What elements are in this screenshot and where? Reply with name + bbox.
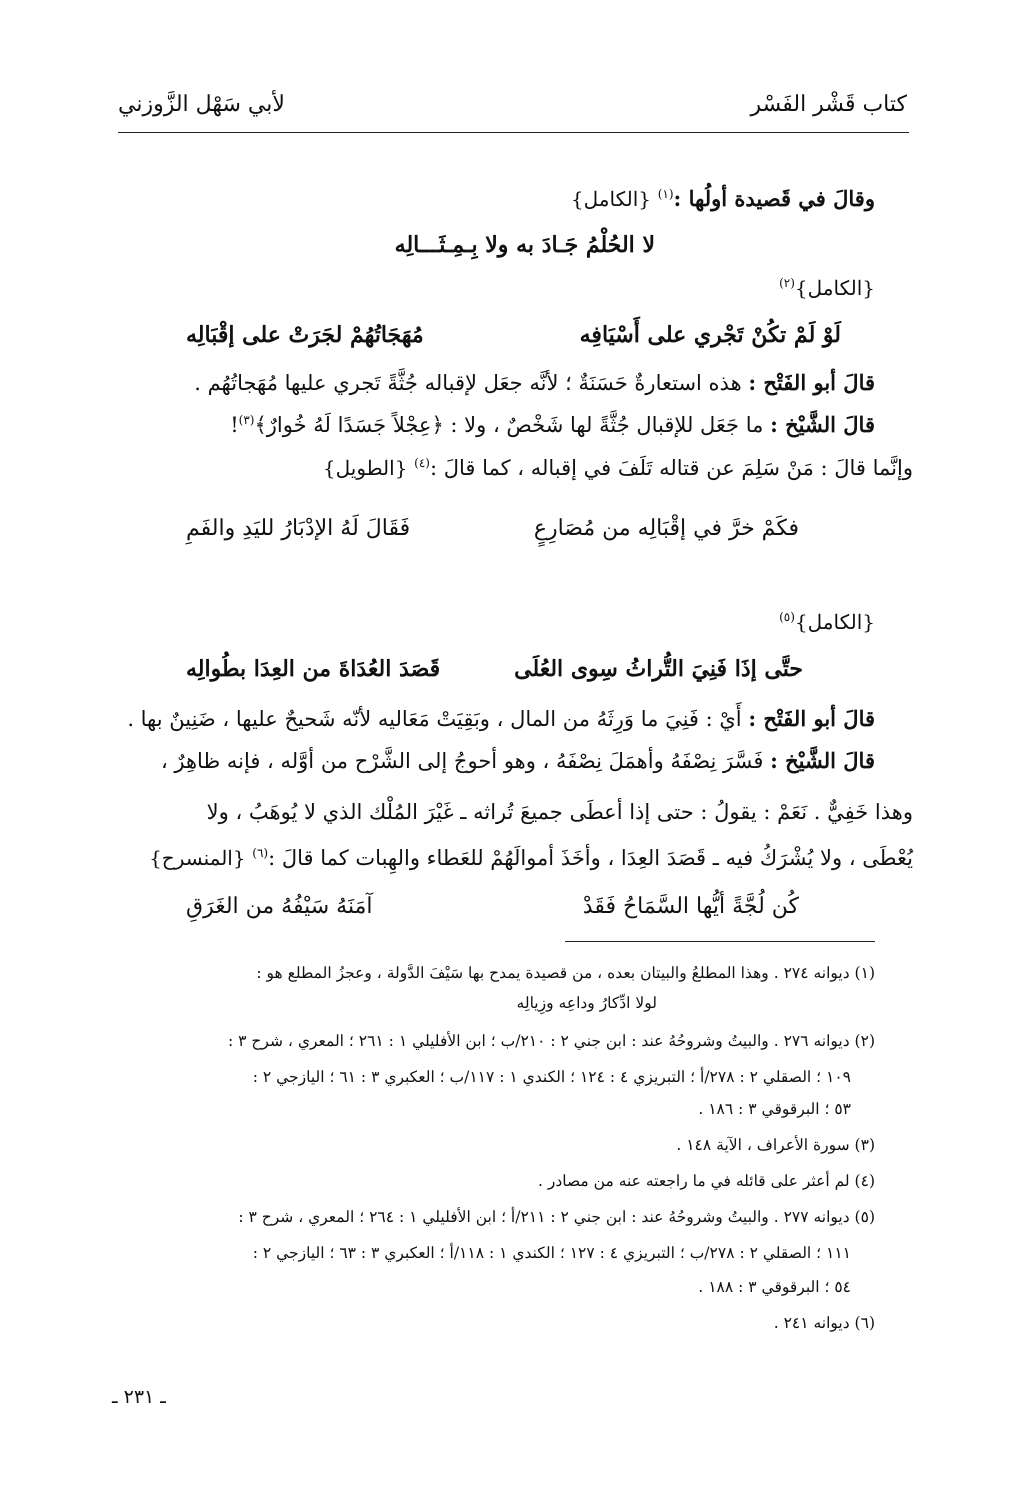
speaker-abu-al-fath: قالَ أبو الفَتْح : (748, 370, 875, 395)
speaker-abu-al-fath: قالَ أبو الفَتْح : (748, 706, 875, 731)
commentary-line (118, 846, 913, 870)
verse-1-first-hemistich: لَوْ لَمْ تكُنْ تَجْري على أَسْيَافِه (579, 322, 841, 348)
meter-line (118, 610, 875, 634)
commentary-text: ما جَعَل للإقبال جُثَّةً لها شَخْصٌ ، ولا : ﴿عِجْلاً جَسَدًا لَهُ خُوارٌ﴾ (254, 413, 764, 437)
footnote-5: (٥) ديوانه ٢٧٧ . والبيتُ وشروحُهُ عند : ابن جني ٢ : ٢١١/أ ؛ ابن الأفليلي ١ : ٢٦٤ ؛ المعري ، شرح ٣ : (238, 1208, 875, 1226)
speaker-sheikh: قالَ الشَّيْخ : (770, 748, 875, 773)
commentary-end: ! (230, 413, 239, 437)
commentary-text: فَسَّرَ نِصْفَهُ وأهمَلَ نِصْفَهُ ، وهو أحوجُ إلى الشَّرْح من أوَّله ، فإنه ظاهِرٌ ، (160, 749, 764, 773)
footnote-3: (٣) سورة الأعراف ، الآية ١٤٨ . (676, 1136, 875, 1154)
footnote-ref: (٣) (238, 413, 255, 427)
page-number: ـ ٢٣١ ـ (112, 1386, 166, 1408)
footnote-1: (١) ديوانه ٢٧٤ . وهذا المطلعُ والبيتان بعده ، من قصيدة يمدح بها سَيْفَ الدَّولة ، وعجزُ المطلع هو : (256, 964, 875, 982)
meter-label: {الكامل} (794, 276, 875, 300)
intro-line (118, 186, 875, 211)
footnote-6: (٦) ديوانه ٢٤١ . (773, 1314, 875, 1332)
footnote-4: (٤) لم أعثر على قائله في ما راجعته عنه من مصادر . (538, 1172, 875, 1190)
commentary-line (118, 748, 875, 773)
meter-label: {الطويل} (322, 456, 408, 480)
meter-label: {الكامل} (570, 187, 652, 211)
verse-1-second-hemistich: مُهَجَاتُهُمْ لجَرَتْ على إقْبَالِه (186, 322, 424, 348)
commentary-text: وإنَّما قالَ : مَنْ سَلِمَ عن قتاله تَلَفَ في إقباله ، كما قالَ : (429, 456, 913, 480)
commentary-text: أَيْ : فَنِيَ ما وَرِثَهُ من المال ، وبَقِيَتْ مَعَاليه لأنّه شَحيحٌ عليها ، ضَنِينٌ بها . (127, 707, 742, 731)
running-title-book: كتاب قَشْر الفَسْر (750, 92, 907, 117)
verse-2-first-hemistich: فكَمْ خرَّ في إقْبَالِه من مُصَارِعٍ (533, 516, 799, 541)
commentary-line (118, 370, 875, 395)
commentary-line (118, 456, 913, 480)
commentary-line (118, 706, 875, 731)
footnote-2-continuation: ١٠٩ ؛ الصقلي ٢ : ٢٧٨/أ ؛ التبريزي ٤ : ١٢٤ ؛ الكندي ١ : ١١٧/ب ؛ العكبري ٣ : ٦١ ؛ اليازجي ٢ : (252, 1068, 851, 1086)
footnote-5-continuation: ١١١ ؛ الصقلي ٢ : ٢٧٨/ب ؛ التبريزي ٤ : ١٢٧ ؛ الكندي ١ : ١١٨/أ ؛ العكبري ٣ : ٦٣ ؛ اليازجي ٢ : (252, 1244, 851, 1262)
meter-line (118, 276, 875, 300)
speaker-sheikh: قالَ الشَّيْخ : (770, 412, 875, 437)
verse-3-second-hemistich: قَصَدَ العُدَاةَ من العِدَا بطُوالِه (186, 656, 441, 682)
footnote-ref: (٤) (414, 456, 430, 470)
verse-4-first-hemistich: كُن لُجَّةً أيُّها السَّمَاحُ فَقَدْ (582, 894, 799, 919)
commentary-text: يُعْطَى ، ولا يُشْرَكُ فيه ـ قَصَدَ العِدَا ، وأخَذَ أموالَهُمْ للعَطاء والهِبات كما قالَ : (268, 846, 913, 870)
verse-3-first-hemistich: حتَّى إذَا فَنِيَ التُّراثُ سِوى العُلَى (514, 656, 803, 682)
commentary-text: هذه استعارةٌ حَسَنَةٌ ؛ لأنَّه جعَل لإقباله جُثَّةً تَجري عليها مُهَجاتُهُم . (194, 371, 742, 395)
verse-4-second-hemistich: آمَنَهُ سَيْفُهُ من الغَرَقِ (186, 894, 373, 919)
meter-label: {الكامل} (794, 610, 875, 634)
commentary-line (118, 800, 913, 824)
meter-label: {المنسرح} (149, 846, 246, 870)
footnote-1-verse: لولا ادِّكارُ وداعِه وزِيالِه (516, 994, 657, 1012)
footnote-ref: (٦) (252, 846, 269, 860)
verse-2-second-hemistich: فَقَالَ لَهُ الإدْبَارُ لليَدِ والفَمِ (186, 516, 411, 541)
footnote-rule (565, 941, 875, 942)
footnote-ref: (١) (657, 187, 674, 201)
running-title-author: لأبي سَهْل الزَّوزني (118, 92, 285, 117)
commentary-text: وهذا خَفِيٌّ . نَعَمْ : يقولُ : حتى إذا أعطَى جميعَ تُراثه ـ غَيْرَ المُلْك الذي لا يُوهَبُ ، ولا (206, 800, 913, 824)
footnote-5-continuation: ٥٤ ؛ البرقوقي ٣ : ١٨٨ . (698, 1278, 851, 1296)
footnote-ref: (٢) (779, 276, 795, 290)
footnote-2-continuation: ٥٣ ؛ البرقوقي ٣ : ١٨٦ . (698, 1100, 851, 1118)
header-rule (118, 132, 909, 133)
footnote-ref: (٥) (779, 610, 795, 624)
intro-text: وقالَ في قَصيدة أولُها : (673, 186, 875, 211)
commentary-line (112, 412, 875, 437)
footnote-2: (٢) ديوانه ٢٧٦ . والبيتُ وشروحُهُ عند : ابن جني ٢ : ٢١٠/ب ؛ ابن الأفليلي ١ : ٢٦١ ؛ المعري ، شرح ٣ : (228, 1032, 875, 1050)
opening-hemistich: لا الحُلْمُ جَـادَ به ولا بِـمِـثَـــالِه (394, 232, 655, 258)
